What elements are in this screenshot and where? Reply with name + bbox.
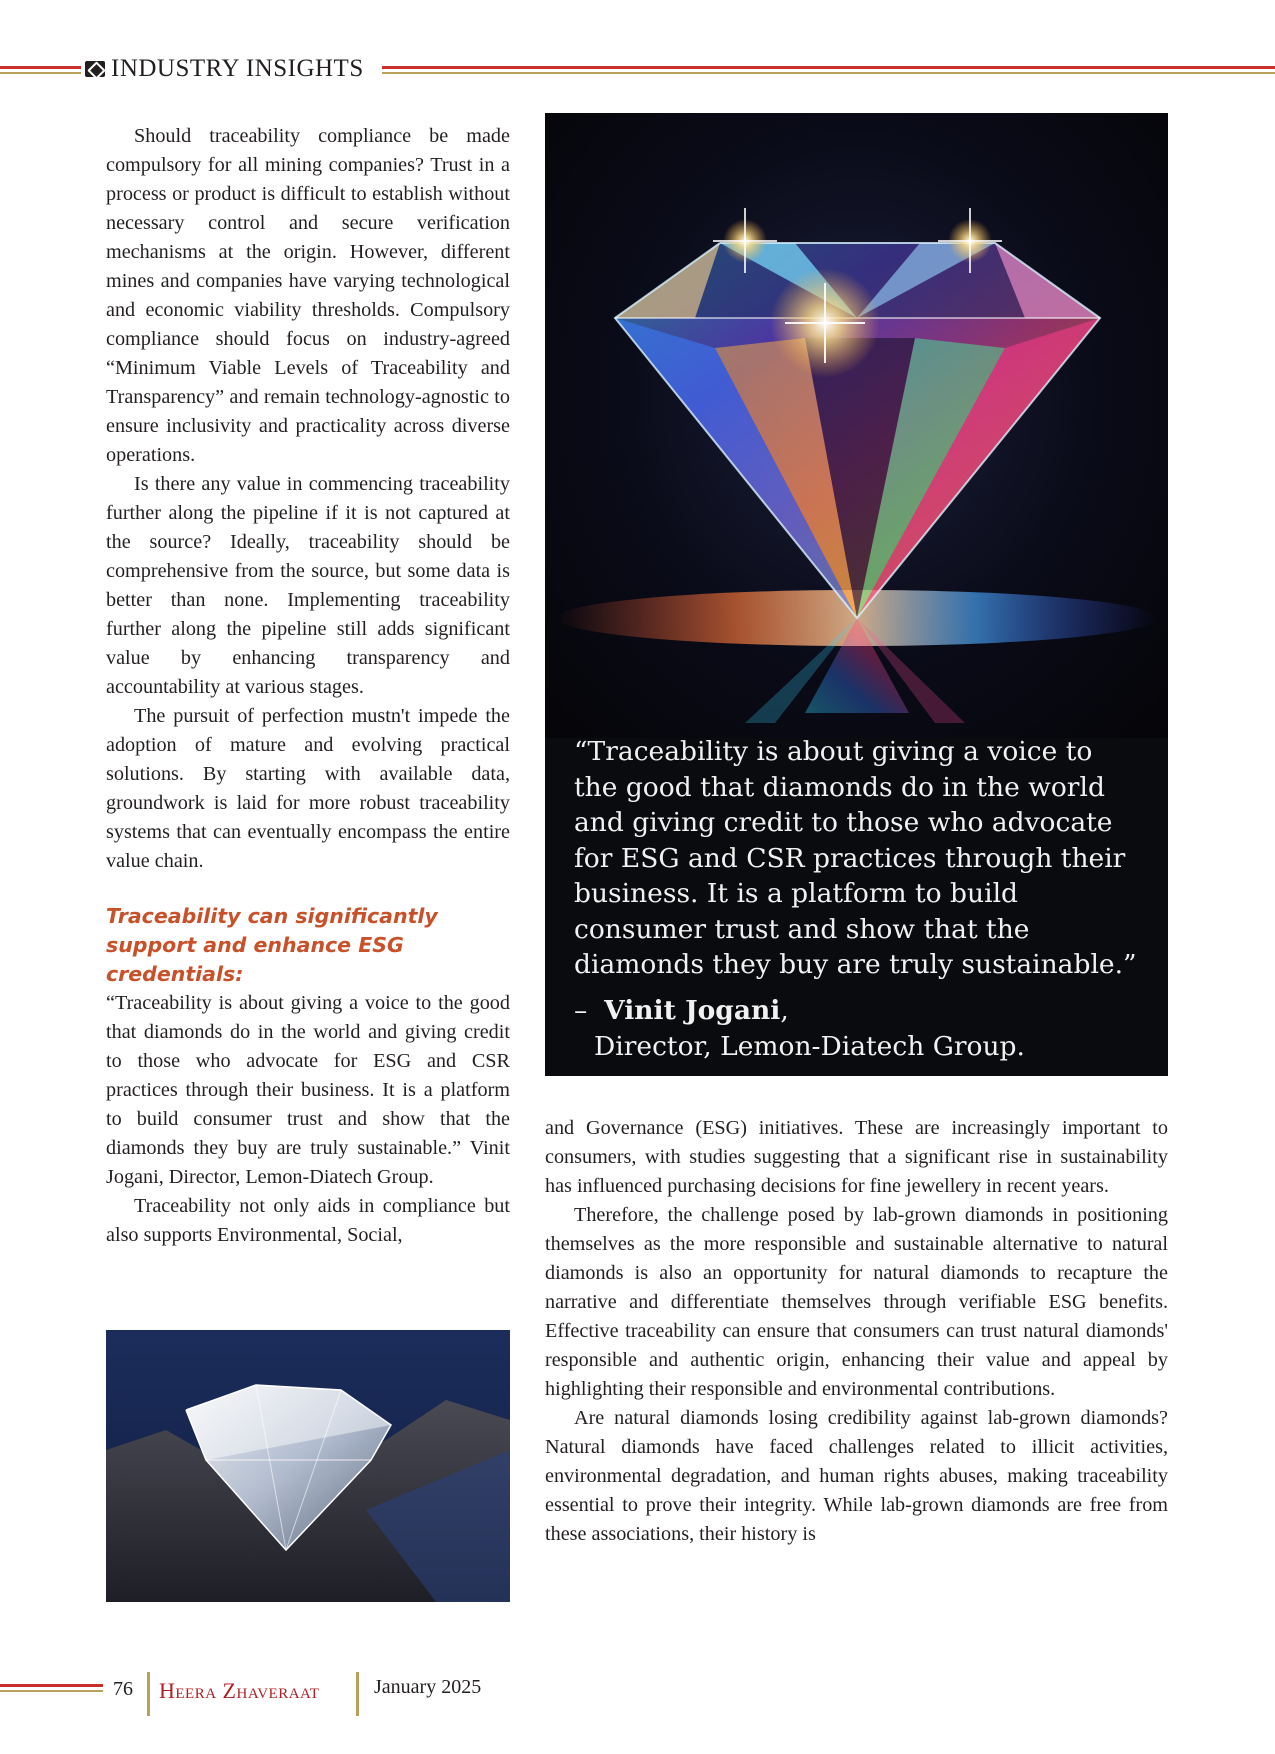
section-title: INDUSTRY INSIGHTS xyxy=(111,55,364,82)
body-paragraph: The pursuit of perfection mustn't impede the adoption of mature and evolving practical solutions. By starting with available data, groundwork is laid for more robust traceability systems that can eventually encompass the entire value chain. xyxy=(106,705,510,872)
header-rule-right-gold xyxy=(382,72,1275,74)
header-rule-left xyxy=(0,66,90,69)
body-paragraph: and Governance (ESG) initiatives. These are increasingly important to consumers, with studies suggesting that a significant rise in sustainability has influenced purchasing decisions for fine jewellery in recent years. xyxy=(545,1117,1168,1197)
body-paragraph: Should traceability compliance be made compulsory for all mining companies? Trust in a process or product is difficult to establish without necessary control and secure verification mechanisms at the origin. However, different mines and companies have varying technological and economic viability thresholds. Compulsory compliance should focus on industry-agreed “Minimum Viable Levels of Traceability and Transparency” and remain technology-agnostic to ensure inclusivity and practicality across diverse operations. xyxy=(106,125,510,466)
pull-quote-box xyxy=(545,113,1168,1076)
pull-quote-text: “Traceability is about giving a voice to the good that diamonds do in the world and giving credit to those who advocate for ESG and CSR practices through their business. It is a platform to build consumer trust and show that the diamonds they buy are truly sustainable.” xyxy=(574,736,1137,980)
magazine-name: Heera Zhaveraat xyxy=(159,1678,320,1703)
footer-divider xyxy=(147,1672,150,1716)
attribution-name: Vinit Jogani xyxy=(604,995,781,1026)
body-paragraph: Is there any value in commencing traceability further along the pipeline if it is not captured at the source? Ideally, traceability should be comprehensive from the source, but some data is better than none. Implementing traceability further along the pipeline still adds significant value by enhancing transparency and accountability at various stages. xyxy=(106,473,510,698)
header-rule-left-gold xyxy=(0,72,90,74)
attribution-dash: – xyxy=(574,995,588,1026)
body-paragraph: “Traceability is about giving a voice to the good that diamonds do in the world and giving credit to those who advocate for ESG and CSR practices through their business. It is a platform to build consumer trust and show that the diamonds they buy are truly sustainable.” Vinit Jogani, Director, Lemon-Diatech Group. xyxy=(106,992,510,1188)
rainbow-diamond-image xyxy=(545,113,1168,738)
issue-date: January 2025 xyxy=(374,1676,482,1698)
page-footer xyxy=(0,1668,1275,1718)
header-rule-right xyxy=(382,66,1275,69)
body-paragraph: Therefore, the challenge posed by lab-grown diamonds in positioning themselves as the more responsible and sustainable alternative to natural diamonds is also an opportunity for natural diamonds to recapture the narrative and differentiate themselves through verifiable ESG benefits. Effective traceability can ensure that consumers can trust natural diamonds' responsible and authentic origin, enhancing their value and appeal by highlighting their responsible and environmental contributions. xyxy=(545,1204,1168,1400)
page-header xyxy=(0,54,1275,84)
section-label xyxy=(81,54,374,84)
footer-divider xyxy=(356,1672,359,1716)
gem-logo-icon xyxy=(85,61,105,77)
page-number: 76 xyxy=(113,1678,133,1700)
diamond-on-rock-photo xyxy=(106,1330,510,1602)
left-column xyxy=(106,122,510,1250)
body-paragraph: Are natural diamonds losing credibility against lab-grown diamonds? Natural diamonds have faced challenges related to illicit activities, environmental degradation, and human rights abuses, making traceability essential to prove their integrity. While lab-grown diamonds are free from these associations, their history is xyxy=(545,1407,1168,1545)
body-paragraph: Traceability not only aids in compliance but also supports Environmental, Social, xyxy=(106,1195,510,1246)
right-column xyxy=(545,1114,1168,1549)
attribution-comma: , xyxy=(780,995,789,1026)
pull-quote-attribution xyxy=(574,993,1025,1065)
footer-rule-gold xyxy=(0,1690,103,1692)
attribution-title: Director, Lemon-Diatech Group. xyxy=(594,1031,1025,1062)
subheading: Traceability can significantly support and enhance ESG credentials: xyxy=(106,904,438,986)
footer-rule xyxy=(0,1684,103,1687)
